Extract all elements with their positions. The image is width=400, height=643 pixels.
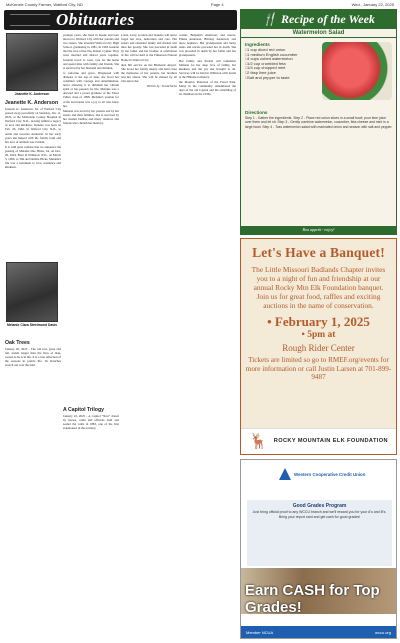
obituaries-banner xyxy=(4,10,237,30)
capitol-column xyxy=(63,405,119,638)
ingredient-item: □ Salt and pepper to taste xyxy=(245,76,325,81)
event-place: Rough Rider Center xyxy=(282,343,355,353)
page-header xyxy=(0,0,400,9)
obituary-text: Louis, Larry, Gordon and Jeanette will never forget her love, dedication and care. Her sisters and extended family and friends will miss her greatly. She was preceded in death by her father and her brother. A celebration of life will be held at the Fulkerson Funeral Home in Watford City. xyxy=(121,33,177,62)
good-grades-box xyxy=(247,500,392,566)
ingredients-section xyxy=(245,42,325,80)
obituary-text: Jeanette K. Anderson, 62, of Watford City passed away peacefully on Saturday, Jan. 11, 2025, at the McKenzie County Hospital in Watford City, N.D., leaving behind a legacy of love and kindness. Jeanette was born on Feb. 20, 1962, in Watford City, N.D., to Arnie and Lucretia Anderson. In her early years she helped with the family farm and her love of animals was evident. xyxy=(5,107,61,144)
paper-date: Wed., January 22, 2025 xyxy=(351,2,394,7)
rmef-logo xyxy=(241,428,396,454)
obituary-column-3 xyxy=(121,33,177,638)
cash-photo-band xyxy=(241,568,396,614)
wccu-ad xyxy=(240,459,397,639)
ingredients-list xyxy=(245,48,325,80)
obituary-column-4 xyxy=(179,33,236,638)
obituary-text: younger years, she lived in Keene and later moved to Watford City with her parents and two sisters. She attended Watford City High School, graduating in 1981. In 1983 Jeanette met the love of her life, Robert Cypher. They were married and shared years together. Jeanette loved to cook, care for the home and spend time with family and friends. She is survived by her husband and children. xyxy=(63,33,119,70)
recipe-box xyxy=(240,9,397,235)
ingredient-item: □ 1/4 cup chopped mint xyxy=(245,66,325,71)
directions-heading: Directions xyxy=(245,110,268,115)
obituary-text: cousin, Benjamin Anderson; and nieces, Emma Anderson, Brittany Anderson; and niece nephews. Her grandparents and many aunts and uncles preceded her in death. She was preceded in death by her father and her grandparents. xyxy=(179,33,236,58)
directions-text: Step 1 - Gather the ingredients. Step 2 - Place red onion slices in a small bowl; pour lime juice over them and let sit. Step 3 - Gently combine watermelon, cucumber, feta cheese and mint in a large bowl. Step 4 - Toss watermelon salad with marinated onion and season with salt and pepper. xyxy=(245,116,393,129)
ticket-info: Tickets are limited so go to RMEF.org/events for more information or call Justin Larsen at 701-899-9487 xyxy=(245,356,392,381)
wccu-footer xyxy=(241,626,396,638)
oak-trees-column xyxy=(5,338,61,638)
ingredient-item: □ 4 cups cubed watermelon xyxy=(245,57,325,62)
fork-icon: 🍴 xyxy=(262,12,278,26)
obituary-text: Melanie was loved by her parents and by her sisters and their families. She is survived by her mother Debbie and many relatives and friends who cherish her memory. xyxy=(63,108,119,125)
grades-title: Good Grades Program xyxy=(292,503,347,509)
ingredient-item: □ 1 medium English cucumber xyxy=(245,53,325,58)
wccu-logo xyxy=(241,460,396,480)
capitol-heading: A Capitol Trilogy xyxy=(63,407,105,413)
ad-headline: Let's Have a Banquet! xyxy=(252,245,385,260)
grades-text: Just bring official proof to any WCCU branch and we'll reward you for your A's and B's. Bring your report card and get cash for good grades! xyxy=(252,510,387,519)
ingredient-item: □ 1 cup diced red onion xyxy=(245,48,325,53)
obituary-text: It is with great sadness that we announce the passing of Melanie Dee Hicks, 44, on Dec. 29, 2024. Born in Williston, N.D., on March 3, 1980, to Tim and Debbie Hicks, Melanie's life was a testament to love, resilience and kindness. xyxy=(5,144,61,170)
recipe-header xyxy=(241,10,396,29)
recipe-header-title: Recipe of the Week xyxy=(281,12,375,26)
obituary-photo-1 xyxy=(6,33,58,91)
cash-headline: Earn CASH for Top Grades! xyxy=(245,582,380,616)
wccu-org-name: Western Cooperative Credit Union xyxy=(294,471,366,477)
banner-ornament xyxy=(10,14,50,26)
obituary-text: to welcome and grace. Diagnosed with diabetes at the age of nine, she faced her condition with courage and determination, never allowing it to diminish her vibrant spirit or her passion for life. Melanie was a devoted and a proud graduate of the Three Tribes class of 1998. Melanie's passion for crafts and nature was a joy to all who knew her. xyxy=(63,70,119,108)
obituary-text: Her family and friends will remember Melanie for her deep love of family, her kindness and the joy she brought to all. Services will be held in Williston with burial at the Hillside Cemetery. xyxy=(179,58,236,79)
ingredients-heading: Ingredients xyxy=(245,42,270,47)
obituary-photo-2 xyxy=(6,262,58,322)
rmef-org-name: ROCKY MOUNTAIN ELK FOUNDATION xyxy=(273,438,388,445)
ingredient-item: □ 2 tbsp lime juice xyxy=(245,71,325,76)
obituary-text: the Maurice Patterson of the Forest Park. Many in the community remembered the days of the old Capitol and the rebuilding of its chambers in the 1930s. xyxy=(179,80,236,97)
ingredient-item: □ 1/2 cup crumbled feta xyxy=(245,62,325,67)
wccu-url[interactable]: wccu.org xyxy=(374,629,391,635)
directions-section xyxy=(245,110,393,129)
ad-body: The Little Missouri Badlands Chapter invites you to a night of fun and friendship at our annual Rocky Mtn Elk Foundation banquet. Join us for great food, raffles and exciting auctions in the name of conservation. xyxy=(251,265,386,310)
photo-caption-2: Melanie Clara Steelmond Davis xyxy=(6,323,58,327)
oak-trees-text: January 20, 2025 - The old tree, great and tall, stands longer than the lives of man, rooted as he is in life. It is a true reflection of the seasons in prairie life. Its branches stretch out over the land. xyxy=(5,347,61,368)
recipe-footer: Bon appetit - enjoy! xyxy=(241,226,396,234)
ncua-text: Member NCUA xyxy=(246,629,274,635)
watermelon-photo xyxy=(322,42,392,100)
obituaries-title: Obituaries xyxy=(56,10,135,29)
elk-icon: 🦌 xyxy=(249,434,268,450)
event-time: • 5pm at xyxy=(301,330,336,340)
obituary-heading-anderson: Jeanette K. Anderson xyxy=(5,100,59,106)
page-number: Page 4 xyxy=(210,2,224,7)
wccu-mark-icon xyxy=(279,468,291,480)
event-date: • February 1, 2025 xyxy=(267,314,370,329)
obituary-text: dian hill service on the Bismarck Airport. She loved her family deeply and held close the memories of her parents, her brothers and her sisters. She will be missed by all who knew her. xyxy=(121,62,177,84)
rmef-banquet-ad xyxy=(240,238,397,455)
paper-name: McKenzie County Farmer, Watford City, ND xyxy=(6,2,83,7)
obituary-column-2 xyxy=(63,33,119,403)
oak-trees-heading: Oak Trees xyxy=(5,340,30,346)
photo-caption-1: Jeanette K. Anderson xyxy=(14,92,50,96)
recipe-name: Watermelon Salad xyxy=(241,29,396,38)
byline: Written by: Jerald Weiss xyxy=(146,84,177,89)
capitol-text: January 22, 2025 - A Capitol "Nest" drawn by horses, cattle and officials built and sealed the walls in 1883, one of the first statehouses in the territory. xyxy=(63,414,119,431)
